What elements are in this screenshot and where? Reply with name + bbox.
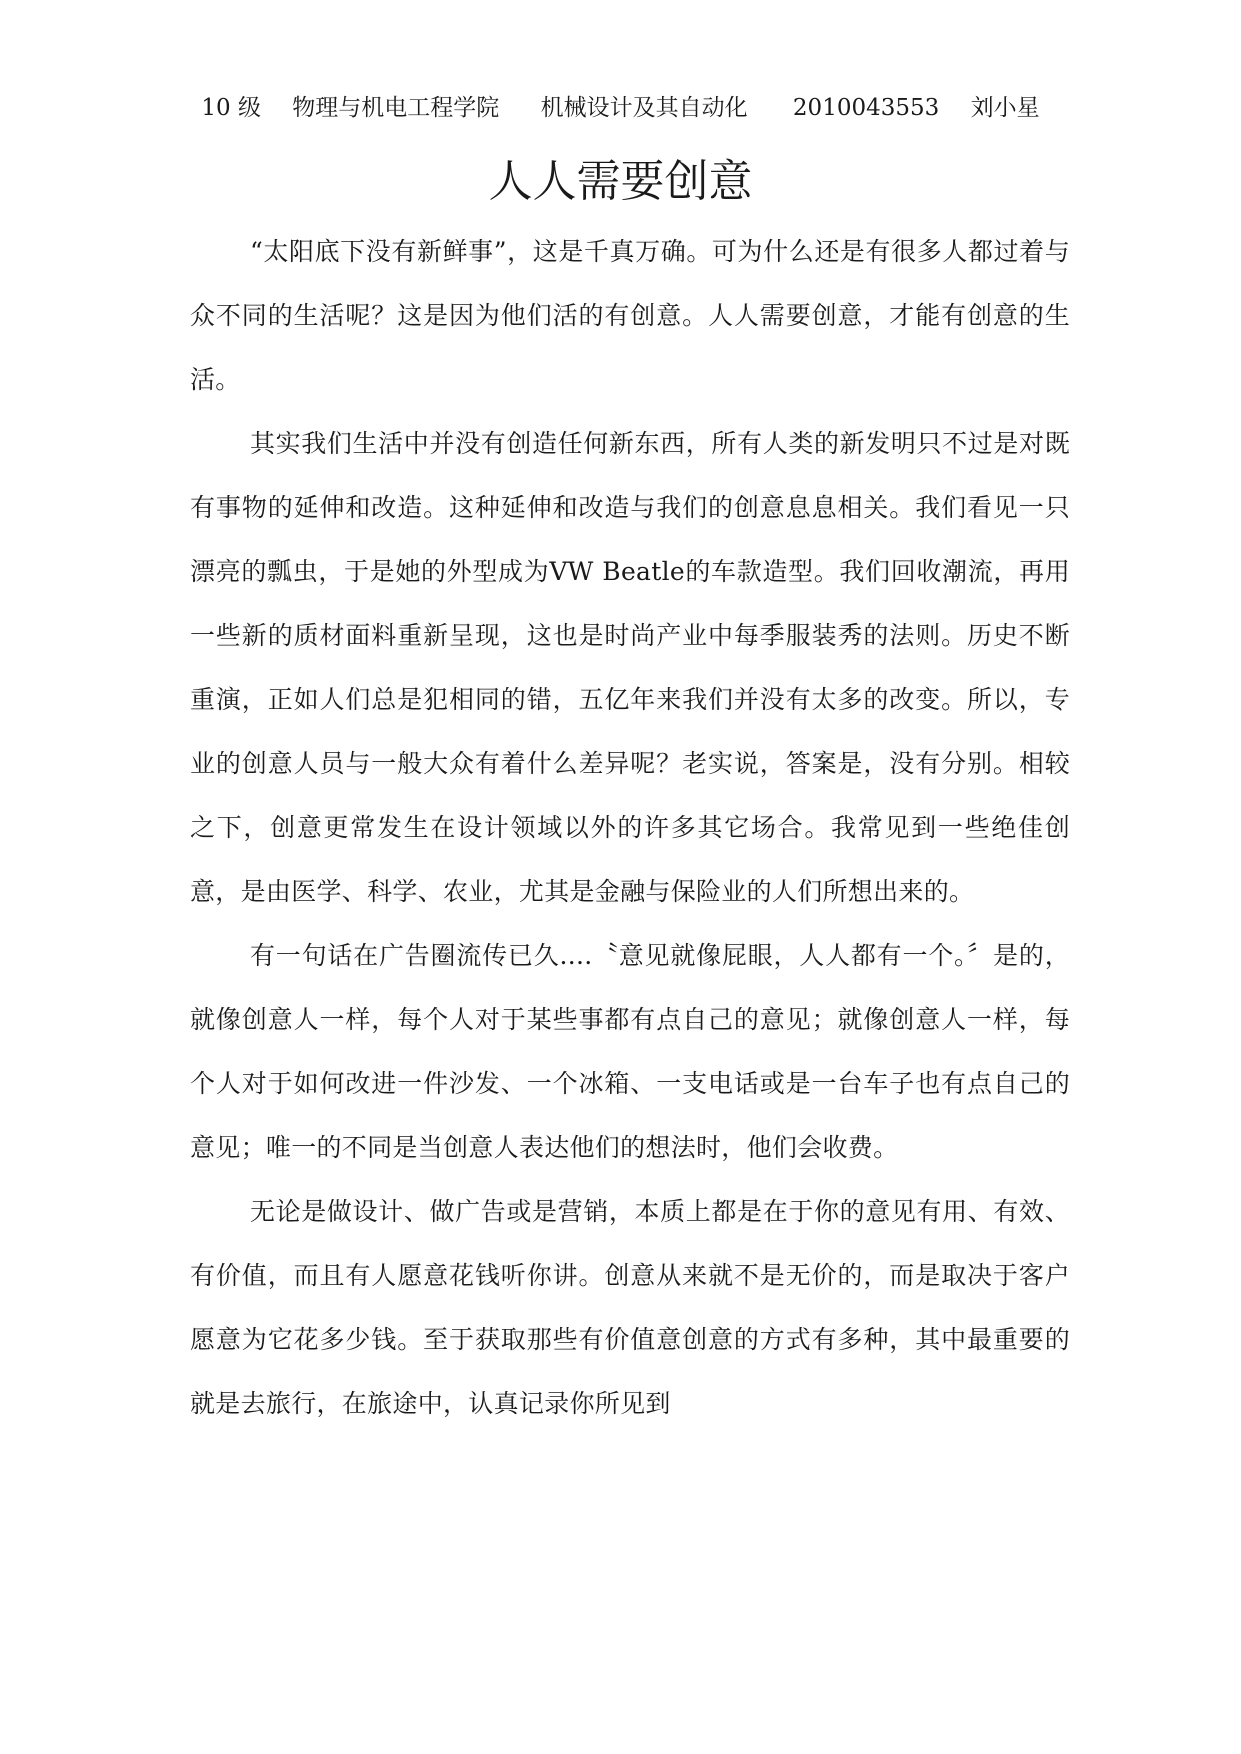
header-college: 物理与机电工程学院 [292,95,500,121]
header-major: 机械设计及其自动化 [540,95,748,121]
header-name: 刘小星 [970,95,1040,121]
paragraph-3: 有一句话在广告圈流传已久....〝意见就像屁眼，人人都有一个。〞是的，就像创意人一样，每个人对于某些事都有点自己的意见；就像创意人一样，每个人对于如何改进一件沙发、一个冰箱、一支电话或是一台车子也有点自己的意见；唯一的不同是当创意人表达他们的想法时，他们会收费。 [190,941,1070,1162]
essay-body [190,220,1070,1436]
header-student-id: 2010043553 [792,95,940,121]
paragraph-1: “太阳底下没有新鲜事”，这是千真万确。可为什么还是有很多人都过着与众不同的生活呢？这是因为他们活的有创意。人人需要创意，才能有创意的生活。 [190,237,1070,394]
author-info-header [0,88,1241,128]
header-grade: 10 级 [201,95,261,121]
essay-title: 人人需要创意 [488,156,753,207]
paragraph-2: 其实我们生活中并没有创造任何新东西，所有人类的新发明只不过是对既有事物的延伸和改造。这种延伸和改造与我们的创意息息相关。我们看见一只漂亮的瓢虫，于是她的外型成为VW Beatle的车款造型。我们回收潮流，再用一些新的质材面料重新呈现，这也是时尚产业中每季服装秀的法则。历史不断重演，正如人们总是犯相同的错，五亿年来我们并没有太多的改变。所以，专业的创意人员与一般大众有着什么差异呢？老实说，答案是，没有分别。相较之下，创意更常发生在设计领域以外的许多其它场合。我常见到一些绝佳创意，是由医学、科学、农业，尤其是金融与保险业的人们所想出来的。 [190,429,1070,906]
paragraph-4: 无论是做设计、做广告或是营销，本质上都是在于你的意见有用、有效、有价值，而且有人愿意花钱听你讲。创意从来就不是无价的，而是取决于客户愿意为它花多少钱。至于获取那些有价值意创意的方式有多种，其中最重要的就是去旅行，在旅途中，认真记录你所见到 [190,1197,1070,1418]
